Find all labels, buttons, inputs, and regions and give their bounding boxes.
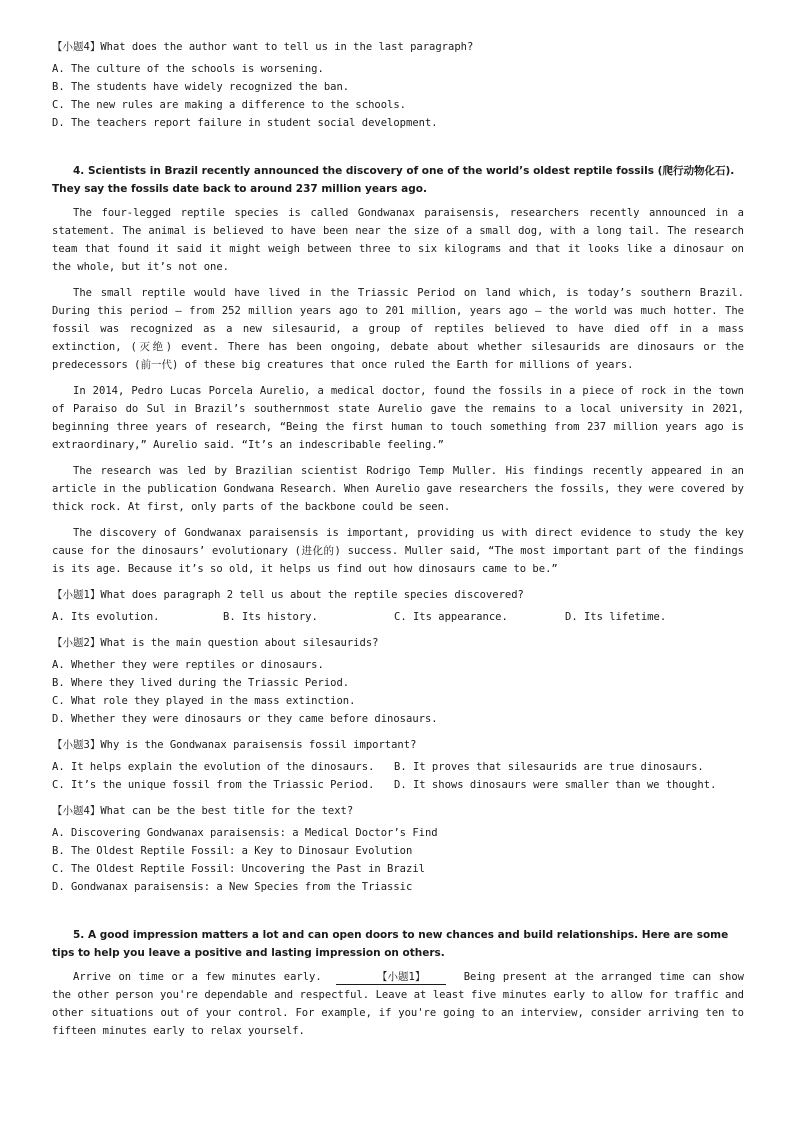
passage-heading: 4. Scientists in Brazil recently announced the discovery of one of the world’s oldest reptile fossils (爬行动物化石). They say the fossils date back to around 237 million years ago. <box>52 165 735 195</box>
option-a: A. Its evolution. <box>52 611 160 623</box>
option-c: C. It’s the unique fossil from the Triassic Period. <box>52 779 375 791</box>
option-a: A. It helps explain the evolution of the dinosaurs. <box>52 761 375 773</box>
answer-blank-1[interactable]: 【小题1】 <box>336 970 446 985</box>
option-d: D. The teachers report failure in student social development. <box>52 117 438 129</box>
option-d: D. Gondwanax paraisensis: a New Species from the Triassic <box>52 881 413 893</box>
option-a: A. Whether they were reptiles or dinosaurs. <box>52 659 324 671</box>
option-b: B. Its history. <box>223 611 318 623</box>
paragraph-5: The discovery of Gondwanax paraisensis is important, providing us with direct evidence to study the key cause for the dinosaurs’ evolutionary (进化的) success. Muller said, “The most important part of the findings is its age. Because it’s so old, it helps us find out how dinosaurs came to be.” <box>52 527 744 575</box>
prev-question-4 <box>52 38 744 132</box>
option-a: A. The culture of the schools is worsening. <box>52 63 324 75</box>
question-text: 【小题1】What does paragraph 2 tell us about the reptile species discovered? <box>52 589 524 601</box>
option-b: B. Where they lived during the Triassic Period. <box>52 677 350 689</box>
passage-4 <box>52 162 744 896</box>
question-text: 【小题3】Why is the Gondwanax paraisensis fossil important? <box>52 739 417 751</box>
option-c: C. The Oldest Reptile Fossil: Uncovering the Past in Brazil <box>52 863 425 875</box>
paragraph-3: In 2014, Pedro Lucas Porcela Aurelio, a medical doctor, found the fossils in a piece of rock in the town of Paraiso do Sul in Brazil’s southernmost state Aurelio gave the remains to a local university in 2021, beginning three years of research, “Being the first human to touch something from 237 million years ago is extraordinary,” Aurelio said. “It’s an indescribable feeling.” <box>52 385 744 451</box>
option-a: A. Discovering Gondwanax paraisensis: a Medical Doctor’s Find <box>52 827 438 839</box>
question-4 <box>52 802 744 896</box>
option-d: D. It shows dinosaurs were smaller than we thought. <box>394 779 717 791</box>
option-b: B. The students have widely recognized the ban. <box>52 81 350 93</box>
document-page <box>52 38 744 1048</box>
option-b: B. The Oldest Reptile Fossil: a Key to Dinosaur Evolution <box>52 845 413 857</box>
option-d: D. Its lifetime. <box>565 611 667 623</box>
question-1 <box>52 586 744 626</box>
sentence-before-blank: Arrive on time or a few minutes early. <box>73 971 322 983</box>
paragraph-4: The research was led by Brazilian scientist Rodrigo Temp Muller. His findings recently appeared in an article in the publication Gondwana Research. When Aurelio gave researchers the fossils, they were covered by thick rock. At first, only parts of the backbone could be seen. <box>52 465 744 513</box>
paragraph-1: The four-legged reptile species is called Gondwanax paraisensis, researchers recently announced in a statement. The animal is believed to have been near the size of a small dog, with a long tail. The research team that found it said it might weigh between three to six kilograms and that it looks like a dinosaur on the whole, but it’s not one. <box>52 207 744 273</box>
question-text: 【小题4】What can be the best title for the text? <box>52 805 354 817</box>
option-d: D. Whether they were dinosaurs or they came before dinosaurs. <box>52 713 438 725</box>
question-text: 【小题2】What is the main question about silesaurids? <box>52 637 379 649</box>
question-2 <box>52 634 744 728</box>
question-3 <box>52 736 744 794</box>
paragraph-2: The small reptile would have lived in the Triassic Period on land which, is today’s southern Brazil. During this period — from 252 million years ago to 201 million, years ago — the world was much hotter. The fossil was recognized as a new silesaurid, a group of reptiles believed to have died off in a mass extinction, (灭绝) event. There has been ongoing, debate about whether silesaurids are dinosaurs or the predecessors (前一代) of these big creatures that once ruled the Earth for millions of years. <box>52 287 744 371</box>
option-c: C. What role they played in the mass extinction. <box>52 695 356 707</box>
passage-5 <box>52 926 744 1040</box>
option-b: B. It proves that silesaurids are true dinosaurs. <box>394 761 704 773</box>
paragraph-1 <box>52 968 744 1040</box>
question-text: 【小题4】What does the author want to tell us in the last paragraph? <box>52 41 474 53</box>
passage-heading: 5. A good impression matters a lot and can open doors to new chances and build relationships. Here are some tips to help you leave a positive and lasting impression on others. <box>52 929 729 959</box>
option-c: C. Its appearance. <box>394 611 508 623</box>
option-c: C. The new rules are making a difference to the schools. <box>52 99 407 111</box>
sentence-after-blank: Being present at the arranged time can show the other person you're dependable and respectful. Leave at least five minutes early to allow for traffic and other situations out of your control. For example, if you're going to an interview, consider arriving ten to fifteen minutes early to relax yourself. <box>52 971 745 1037</box>
